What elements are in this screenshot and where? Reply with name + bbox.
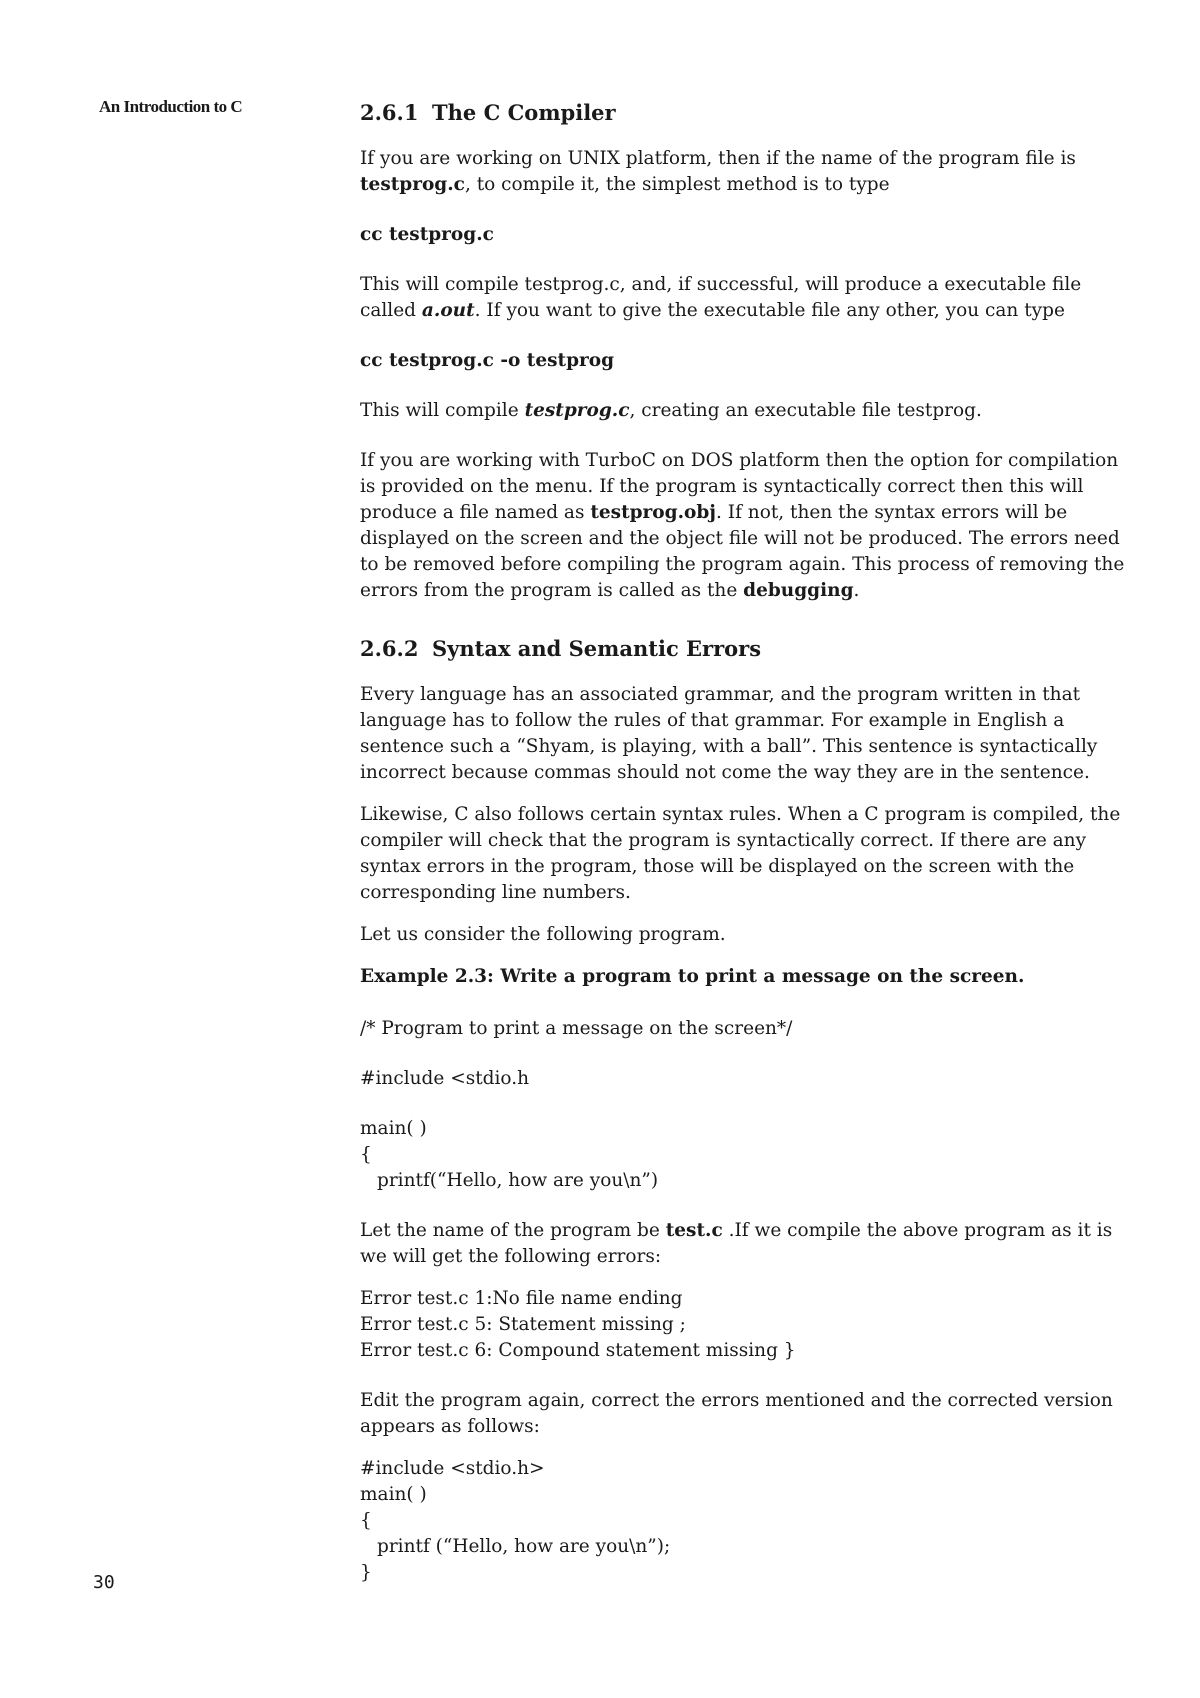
section-title: Syntax and Semantic Errors [432, 636, 762, 661]
code-line: main( ) [360, 1118, 427, 1139]
text-run: . If you want to give the executable file any other, you can type [474, 300, 1065, 321]
error-line: Error test.c 1:No file name ending [360, 1288, 683, 1309]
code-line: printf (“Hello, how are you\n”); [377, 1536, 671, 1557]
code-line: #include <stdio.h> [360, 1458, 545, 1479]
text-run: , creating an executable file testprog. [629, 400, 982, 421]
text-run: This will compile testprog.c, and, if successful, will produce a executable file called [360, 274, 1082, 321]
section-number: 2.6.2 [360, 636, 419, 661]
example-heading: Example 2.3: Write a program to print a message on the screen. [360, 966, 1025, 987]
paragraph-a-out [360, 272, 1135, 324]
page-content [360, 98, 1135, 1610]
paragraph-creating-executable [360, 398, 1135, 424]
text-run: .If we compile the above program as it is we will get the following errors: [360, 1220, 1113, 1267]
paragraph-unix-compile [360, 146, 1135, 198]
filename-testprog-c: testprog.c [360, 174, 465, 195]
text-run: If you are working on UNIX platform, then if the name of the program file is [360, 148, 1076, 169]
error-list [360, 1286, 1135, 1364]
filename-test-c: test.c [665, 1220, 723, 1241]
paragraph-turboc [360, 448, 1135, 604]
code-line: printf(“Hello, how are you\n”) [377, 1170, 659, 1191]
filename-testprog-c: testprog.c [524, 400, 630, 421]
page-number: 30 [93, 1572, 115, 1593]
section-heading-2-6-1 [360, 98, 1135, 128]
term-debugging: debugging [743, 580, 854, 601]
paragraph-grammar: Every language has an associated grammar, and the program written in that language has to follow the rules of that grammar. For example in English a sentence such a “Shyam, is playing, with a ball”. This sentence is syntactically incorrect because commas should not come the way they are in the sentence. [360, 684, 1098, 783]
code-block-original [360, 1116, 1135, 1194]
section-heading-2-6-2 [360, 634, 1135, 664]
text-run: This will compile [360, 400, 525, 421]
code-line: #include <stdio.h [360, 1068, 529, 1089]
command-cc-testprog: cc testprog.c [360, 224, 494, 245]
text-run: If you are working with TurboC on DOS platform then the option for compilation is provided on the menu. If the program is syntactically correct then this will produce a file named as [360, 450, 1119, 523]
filename-a-out: a.out [421, 300, 475, 321]
section-title: The C Compiler [432, 100, 616, 125]
error-line: Error test.c 5: Statement missing ; [360, 1314, 686, 1335]
paragraph-syntax-rules: Likewise, C also follows certain syntax rules. When a C program is compiled, the compiler will check that the program is syntactically correct. If there are any syntax errors in the program, those will be displayed on the screen with the corresponding line numbers. [360, 804, 1121, 903]
error-line: Error test.c 6: Compound statement missing } [360, 1340, 796, 1361]
text-run: Let the name of the program be [360, 1220, 666, 1241]
filename-testprog-obj: testprog.obj [590, 502, 716, 523]
running-head: An Introduction to C [99, 97, 243, 116]
paragraph-compile-errors [360, 1218, 1135, 1270]
code-line: main( ) [360, 1484, 427, 1505]
code-line: } [360, 1562, 372, 1583]
code-comment [360, 1016, 1135, 1042]
code-line: { [360, 1510, 372, 1531]
code-line: /* Program to print a message on the screen*/ [360, 1018, 793, 1039]
text-run: . If not, then the syntax errors will be displayed on the screen and the object file will not be produced. The errors need to be removed before compiling the program again. This process of removing the errors from the program is called as the [360, 502, 1125, 601]
code-block-corrected [360, 1456, 1135, 1586]
text-run: . [853, 580, 860, 601]
paragraph-consider-program: Let us consider the following program. [360, 924, 726, 945]
paragraph-edit-program: Edit the program again, correct the errors mentioned and the corrected version appears as follows: [360, 1390, 1113, 1437]
code-include [360, 1066, 1135, 1092]
section-number: 2.6.1 [360, 100, 419, 125]
code-line: { [360, 1144, 372, 1165]
text-run: , to compile it, the simplest method is to type [464, 174, 890, 195]
command-cc-testprog-o: cc testprog.c -o testprog [360, 350, 615, 371]
